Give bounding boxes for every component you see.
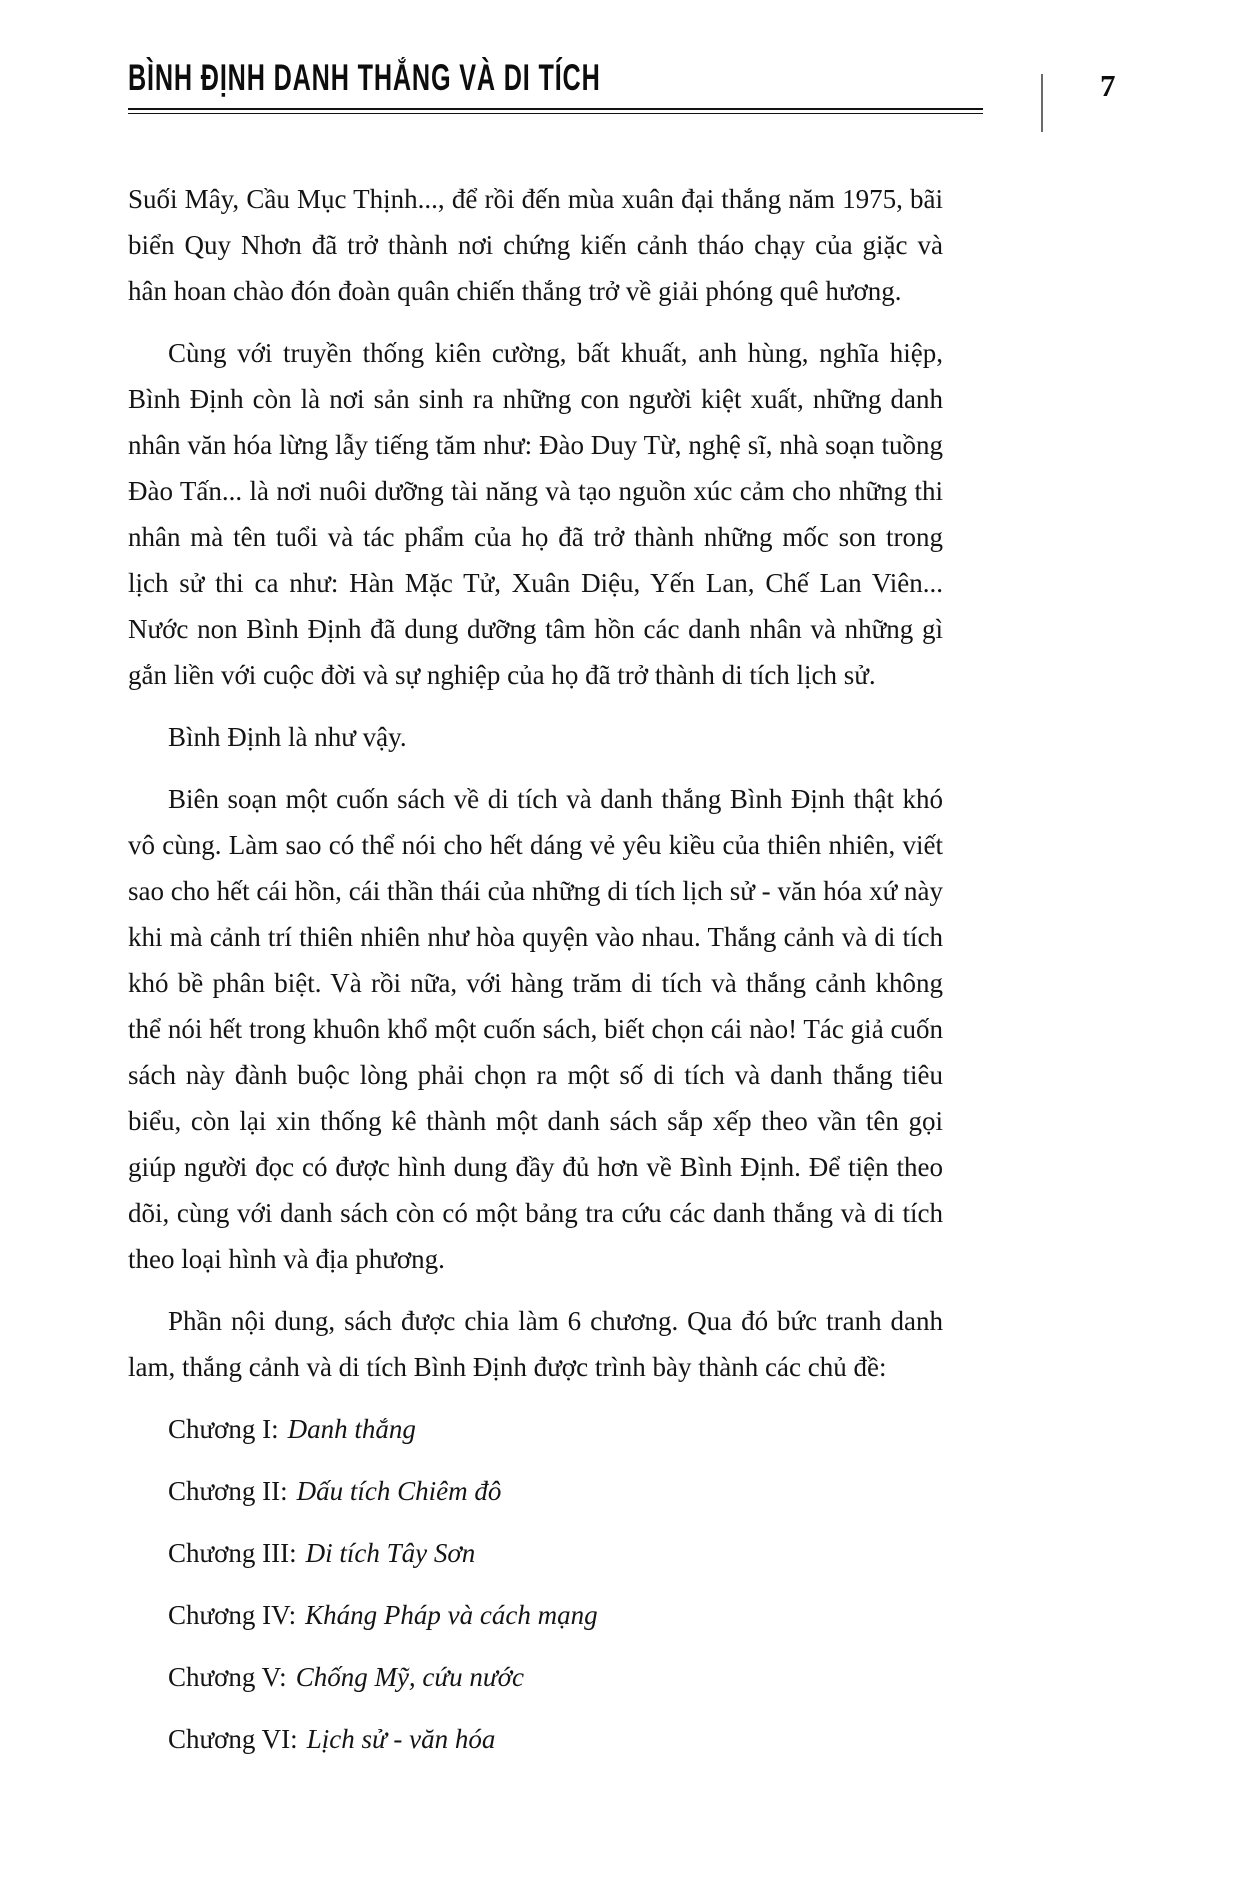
- chapter-item: [128, 1592, 943, 1638]
- chapter-label: Chương IV:: [168, 1600, 297, 1630]
- chapter-item: [128, 1716, 943, 1762]
- chapter-title: Di tích Tây Sơn: [305, 1538, 476, 1568]
- chapter-item: [128, 1468, 943, 1514]
- chapter-label: Chương V:: [168, 1662, 287, 1692]
- chapter-label: Chương III:: [168, 1538, 297, 1568]
- chapter-item: [128, 1654, 943, 1700]
- chapter-title: Chống Mỹ, cứu nước: [295, 1662, 525, 1692]
- page-number: 7: [1100, 68, 1116, 103]
- page-body: [128, 176, 943, 1778]
- chapter-label: Chương VI:: [168, 1724, 298, 1754]
- paragraph: Bình Định là như vậy.: [168, 722, 407, 752]
- header-vertical-divider: [1041, 74, 1043, 132]
- chapter-title: Danh thắng: [287, 1414, 416, 1444]
- chapter-label: Chương II:: [168, 1476, 288, 1506]
- chapter-item: [128, 1406, 943, 1452]
- paragraph: Biên soạn một cuốn sách về di tích và danh thắng Bình Định thật khó vô cùng. Làm sao có thể nói cho hết dáng vẻ yêu kiều của thiên nhiên, viết sao cho hết cái hồn, cái thần thái của những di tích lịch sử - văn hóa xứ này khi mà cảnh trí thiên nhiên như hòa quyện vào nhau. Thắng cảnh và di tích khó bề phân biệt. Và rồi nữa, với hàng trăm di tích và thắng cảnh không thể nói hết trong khuôn khổ một cuốn sách, biết chọn cái nào! Tác giả cuốn sách này đành buộc lòng phải chọn ra một số di tích và danh thắng tiêu biểu, còn lại xin thống kê thành một danh sách sắp xếp theo vần tên gọi giúp người đọc có được hình dung đầy đủ hơn về Bình Định. Để tiện theo dõi, cùng với danh sách còn có một bảng tra cứu các danh thắng và di tích theo loại hình và địa phương.: [128, 784, 943, 1274]
- chapter-label: Chương I:: [168, 1414, 279, 1444]
- chapter-title: Lịch sử - văn hóa: [306, 1724, 496, 1754]
- paragraph-continuation: Suối Mây, Cầu Mục Thịnh..., để rồi đến mùa xuân đại thắng năm 1975, bãi biển Quy Nhơn đã trở thành nơi chứng kiến cảnh tháo chạy của giặc và hân hoan chào đón đoàn quân chiến thắng trở về giải phóng quê hương.: [128, 184, 943, 306]
- chapter-list: [128, 1406, 943, 1762]
- header-double-rule: [128, 108, 983, 114]
- running-header: [128, 58, 1132, 136]
- paragraph: Cùng với truyền thống kiên cường, bất khuất, anh hùng, nghĩa hiệp, Bình Định còn là nơi sản sinh ra những con người kiệt xuất, những danh nhân văn hóa lừng lẫy tiếng tăm như: Đào Duy Từ, nghệ sĩ, nhà soạn tuồng Đào Tấn... là nơi nuôi dưỡng tài năng và tạo nguồn xúc cảm cho những thi nhân mà tên tuổi và tác phẩm của họ đã trở thành những mốc son trong lịch sử thi ca như: Hàn Mặc Tử, Xuân Diệu, Yến Lan, Chế Lan Viên... Nước non Bình Định đã dung dưỡng tâm hồn các danh nhân và những gì gắn liền với cuộc đời và sự nghiệp của họ đã trở thành di tích lịch sử.: [128, 338, 943, 690]
- chapter-item: [128, 1530, 943, 1576]
- chapter-title: Dấu tích Chiêm đô: [296, 1476, 502, 1506]
- paragraph: Phần nội dung, sách được chia làm 6 chương. Qua đó bức tranh danh lam, thắng cảnh và di tích Bình Định được trình bày thành các chủ đề:: [128, 1306, 943, 1382]
- chapter-title: Kháng Pháp và cách mạng: [305, 1600, 598, 1630]
- book-title: BÌNH ĐỊNH DANH THẮNG VÀ DI TÍCH: [128, 58, 601, 99]
